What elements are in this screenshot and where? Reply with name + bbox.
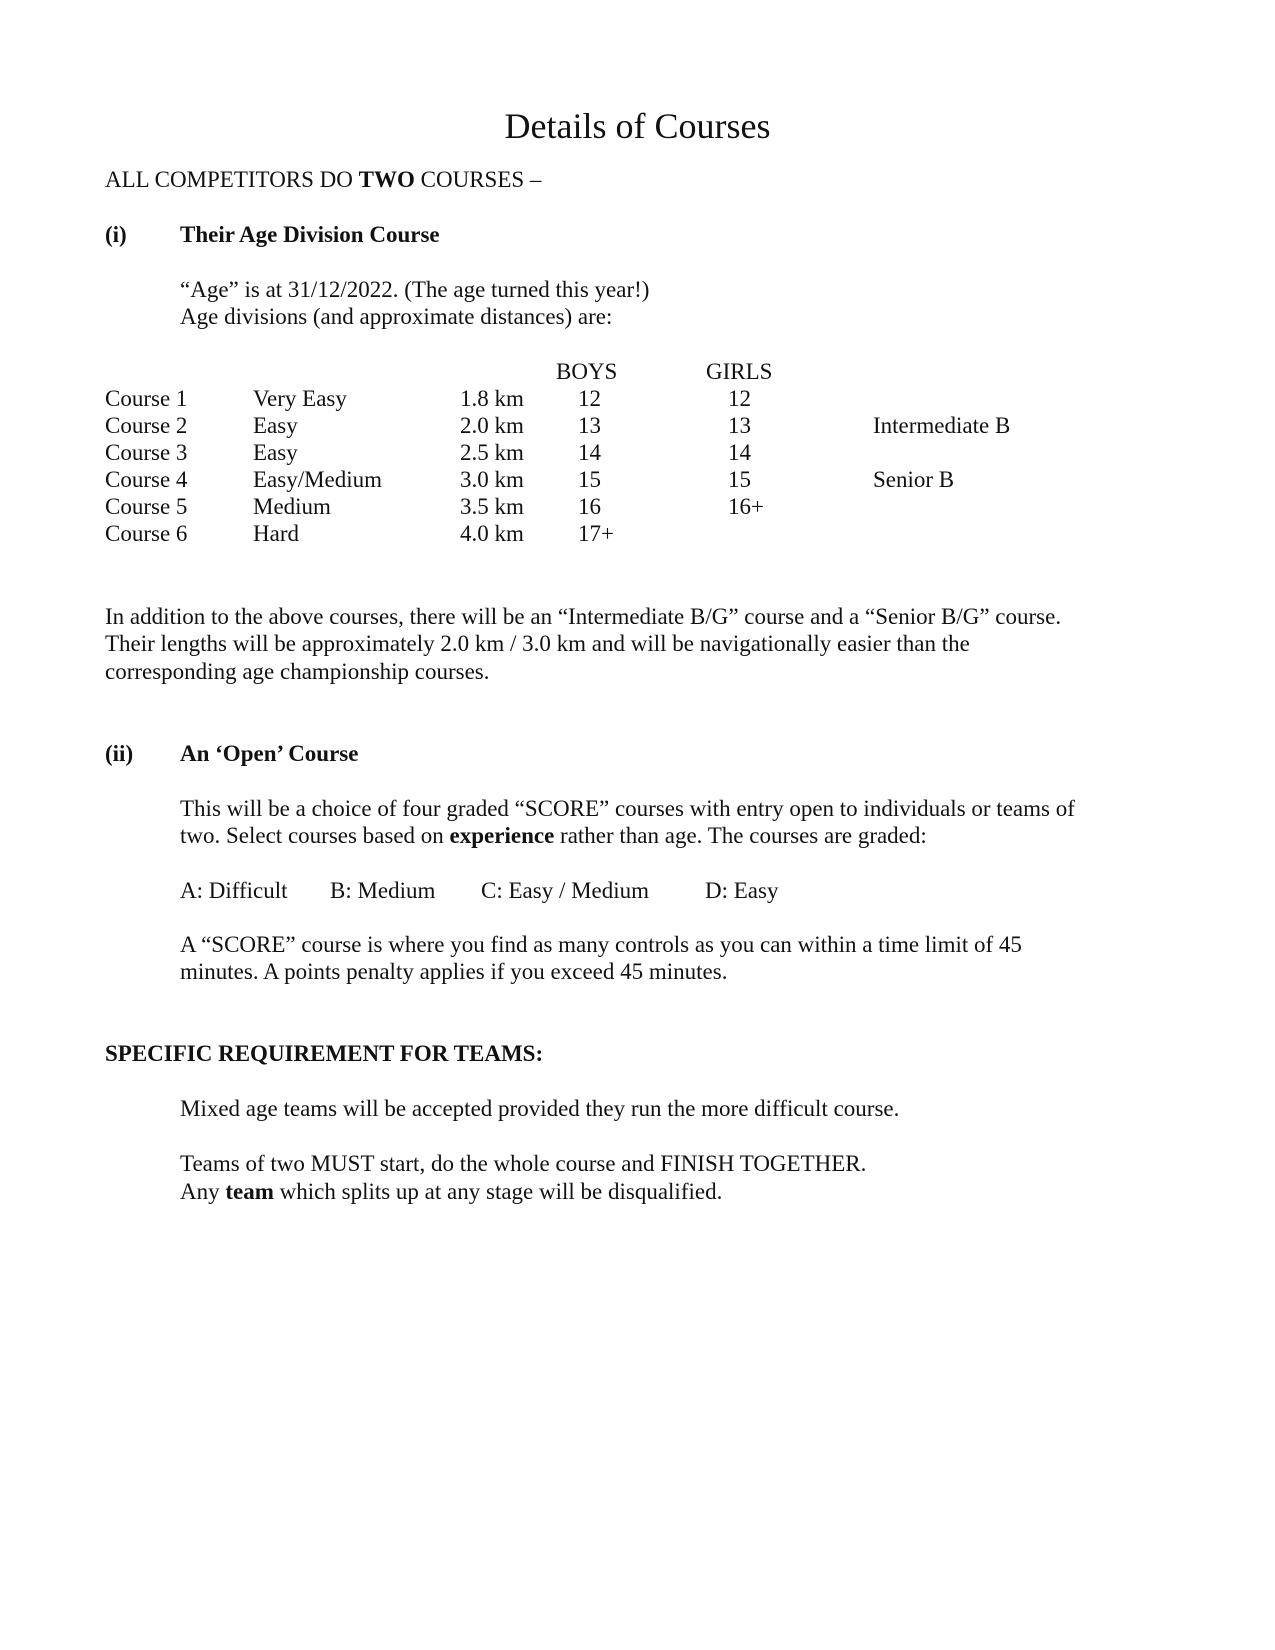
boys-header: BOYS xyxy=(556,359,618,384)
course-name: Course 1 xyxy=(105,386,188,411)
table-row xyxy=(0,495,1275,523)
table-row xyxy=(0,414,1275,442)
grades-row xyxy=(0,879,1275,907)
course-note: Senior B xyxy=(873,467,955,492)
open-course-line-2 xyxy=(180,824,927,847)
experience-bold: experience xyxy=(449,823,555,848)
teams-heading: SPECIFIC REQUIREMENT FOR TEAMS: xyxy=(105,1041,544,1066)
table-header-row xyxy=(0,360,1275,388)
additional-courses-line-3: corresponding age championship courses. xyxy=(105,659,490,684)
intro-suffix: COURSES – xyxy=(414,167,542,192)
open-course-line-2-prefix: two. Select courses based on xyxy=(180,823,450,848)
score-course-line-2: minutes. A points penalty applies if you exceed 45 minutes. xyxy=(180,959,728,984)
intro-line xyxy=(105,168,541,191)
teams-rule-line-1: Teams of two MUST start, do the whole course and FINISH TOGETHER. xyxy=(180,1151,867,1176)
girls-age: 15 xyxy=(728,467,751,492)
course-name: Course 6 xyxy=(105,521,188,546)
section2-number: (ii) xyxy=(105,741,134,766)
course-difficulty: Easy xyxy=(253,440,298,465)
course-name: Course 2 xyxy=(105,413,188,438)
grade-a: A: Difficult xyxy=(180,878,288,903)
score-course-line-1: A “SCORE” course is where you find as many controls as you can within a time limit of 45 xyxy=(180,932,1022,957)
table-row xyxy=(0,468,1275,496)
course-difficulty: Easy/Medium xyxy=(253,467,383,492)
age-divisions-intro: Age divisions (and approximate distances) are: xyxy=(180,304,613,329)
intro-bold: TWO xyxy=(358,167,415,192)
section1-heading: Their Age Division Course xyxy=(180,222,440,247)
age-note: “Age” is at 31/12/2022. (The age turned this year!) xyxy=(180,277,650,302)
table-row xyxy=(0,441,1275,469)
course-difficulty: Very Easy xyxy=(253,386,347,411)
teams-rule-line-2 xyxy=(180,1180,722,1203)
boys-age: 14 xyxy=(578,440,601,465)
open-course-line-1: This will be a choice of four graded “SCORE” courses with entry open to individuals or teams of xyxy=(180,796,1075,821)
table-row xyxy=(0,522,1275,550)
table-row xyxy=(0,387,1275,415)
course-distance: 2.5 km xyxy=(460,440,524,465)
intro-prefix: ALL COMPETITORS DO xyxy=(105,167,359,192)
course-distance: 2.0 km xyxy=(460,413,524,438)
course-difficulty: Medium xyxy=(253,494,331,519)
grade-c: C: Easy / Medium xyxy=(481,878,650,903)
girls-age: 12 xyxy=(728,386,751,411)
page-title: Details of Courses xyxy=(504,106,771,146)
open-course-line-2-suffix: rather than age. The courses are graded: xyxy=(554,823,927,848)
section1-number: (i) xyxy=(105,222,127,247)
girls-age: 13 xyxy=(728,413,751,438)
section2-heading: An ‘Open’ Course xyxy=(180,741,359,766)
course-distance: 3.0 km xyxy=(460,467,524,492)
course-distance: 3.5 km xyxy=(460,494,524,519)
boys-age: 16 xyxy=(578,494,601,519)
course-name: Course 4 xyxy=(105,467,188,492)
course-name: Course 5 xyxy=(105,494,188,519)
mixed-teams-line: Mixed age teams will be accepted provided they run the more difficult course. xyxy=(180,1096,900,1121)
grade-b: B: Medium xyxy=(330,878,436,903)
boys-age: 15 xyxy=(578,467,601,492)
additional-courses-line-2: Their lengths will be approximately 2.0 km / 3.0 km and will be navigationally easier than the xyxy=(105,631,970,656)
teams-rule-prefix: Any xyxy=(180,1179,226,1204)
course-difficulty: Hard xyxy=(253,521,299,546)
course-distance: 1.8 km xyxy=(460,386,524,411)
course-name: Course 3 xyxy=(105,440,188,465)
girls-age: 16+ xyxy=(728,494,764,519)
girls-header: GIRLS xyxy=(706,359,773,384)
course-note: Intermediate B xyxy=(873,413,1011,438)
teams-rule-suffix: which splits up at any stage will be disqualified. xyxy=(273,1179,723,1204)
grade-d: D: Easy xyxy=(705,878,779,903)
girls-age: 14 xyxy=(728,440,751,465)
boys-age: 17+ xyxy=(578,521,614,546)
boys-age: 12 xyxy=(578,386,601,411)
course-distance: 4.0 km xyxy=(460,521,524,546)
course-difficulty: Easy xyxy=(253,413,298,438)
boys-age: 13 xyxy=(578,413,601,438)
team-bold: team xyxy=(225,1179,274,1204)
additional-courses-line-1: In addition to the above courses, there will be an “Intermediate B/G” course and a “Senior B/G” course. xyxy=(105,604,1062,629)
